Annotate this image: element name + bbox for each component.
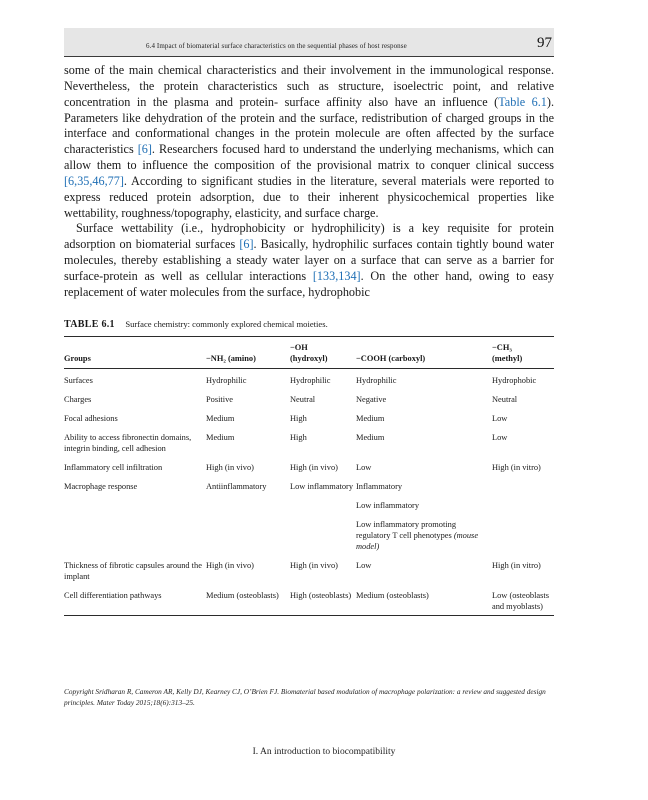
table-cell: Low [492,414,508,423]
table-cell: High (in vivo) [206,463,254,472]
table-cell: Medium (osteoblasts) [356,584,492,616]
table-cell: Low inflammatory [290,482,354,491]
table-cell: Thickness of fibrotic capsules around the implant [64,561,202,581]
table-cell: High [290,414,307,423]
table-cell: High (in vivo) [290,463,338,472]
paragraph-1 [64,63,554,221]
table-cell: Macrophage response [64,482,138,491]
text-segment: . On the other hand, owing to easy replacement of water molecules from the surface, hydrophobic [64,268,554,299]
table-cell [64,513,206,554]
table-cell: Charges [64,395,92,404]
table-cell: Medium (osteoblasts) [206,584,290,616]
text-segment: . Basically, hydrophilic surfaces contain tightly bound water molecules, thereby establishing a steady water layer on a surface that can serve as a barrier for surface-protein as well as cellular interactions [64,237,555,283]
column-header-line: −CH₃ [492,343,512,352]
table-cell: Medium [206,414,235,423]
table-cell [356,513,492,554]
table-cell: High (osteoblasts) [290,584,356,616]
table-cell: Inflammatory cell infiltration [64,463,163,472]
table-cell: Neutral [492,395,518,404]
table-cell: Medium [206,433,235,442]
table-row [64,426,554,456]
column-header: Groups [64,337,206,369]
table-cell: Low [356,561,372,570]
text-segment: . Researchers focused hard to understand the underlying mechanisms, which can allow them to influence the composition of the provisional matrix to conquer clinical success [64,142,554,173]
table-cell [290,513,356,554]
table-caption [64,319,328,330]
table-header-row [64,337,554,369]
table-cell: Low inflammatory [356,501,420,510]
table-cell: Neutral [290,395,316,404]
column-header-line: −OH [290,343,308,352]
text-segment: . According to significant studies in the literature, several materials were reported to express reduced protein adsorption, due to their inherent physicochemical properties like wettability, roughness/topography, elasticity, and surface charge. [64,173,554,220]
cell-text-italic: (mouse model) [356,531,479,551]
column-header [492,337,554,369]
table-row [64,388,554,407]
table-cell: High (in vivo) [290,561,338,570]
page-footer: I. An introduction to biocompatibility [252,747,396,757]
table-cell: High (in vitro) [492,561,541,570]
table-cell [492,494,554,513]
running-title: 6.4 Impact of biomaterial surface characteristics on the sequential phases of host response [146,42,407,50]
table-row [64,494,554,513]
column-header: −COOH (carboxyl) [356,337,492,369]
table-cell [492,513,554,554]
cell-text: Low inflammatory promoting regulatory T cell phenotypes [356,520,457,540]
table-cell: Medium [356,433,385,442]
table-cell: Low [492,433,508,442]
table-copyright-note: Copyright Sridharan R, Cameron AR, Kelly DJ, Kearney CJ, O’Brien FJ. Biomaterial based modulation of macrophage polarization: a review and suggested design principles. Mater Today 2015;18(6):313–25. [64,687,546,707]
running-header [64,28,554,57]
citation-link[interactable]: [133,134] [312,268,361,283]
table-row [64,554,554,584]
table-cell: Antiinflammatory [206,482,267,491]
table-cell: Cell differentiation pathways [64,584,206,616]
citation-link[interactable]: [6,35,46,77] [64,173,124,188]
table-label: TABLE 6.1 [64,319,115,330]
table-row [64,475,554,494]
body-text [64,63,554,301]
column-header-line: (methyl) [492,354,523,363]
table-cell: Medium [356,414,385,423]
paragraph-2 [64,221,554,300]
table-cell: Hydrophilic [206,376,247,385]
table-cell [64,494,206,513]
column-header-line: (hydroxyl) [290,354,328,363]
table-link[interactable]: Table 6.1 [498,94,547,109]
text-segment: some of the main chemical characteristics and their involvement in the immunological response. Nevertheless, the protein characteristics such as structure, isoelectric point, and relative concentration in the plasma and protein- surface affinity also have an influence ( [64,63,554,109]
page-number: 97 [537,35,552,51]
table-row [64,584,554,616]
table-cell [206,494,290,513]
table-cell: Surfaces [64,376,93,385]
table-cell: High (in vivo) [206,561,254,570]
table-caption-text: Surface chemistry: commonly explored chemical moieties. [125,319,328,329]
column-header: −NH₂ (amino) [206,337,290,369]
table-cell: Hydrophilic [356,376,397,385]
table-cell: Low (osteoblasts and myoblasts) [492,584,554,616]
table-cell: Ability to access fibronectin domains, integrin binding, cell adhesion [64,433,192,453]
table-cell: Positive [206,395,233,404]
citation-link[interactable]: [6] [137,142,152,157]
surface-chemistry-table [64,336,554,616]
table-cell: Focal adhesions [64,414,118,423]
table-cell: Low [356,463,372,472]
table-cell: High [290,433,307,442]
table-cell: Hydrophilic [290,376,331,385]
table-row [64,369,554,389]
text-segment: Surface wettability (i.e., hydrophobicity or hydrophilicity) is a key requisite for protein adsorption on biomaterial surfaces [64,221,554,252]
table-row [64,513,554,554]
table-cell [492,475,554,494]
table-cell: High (in vitro) [492,463,541,472]
table-cell: Negative [356,395,387,404]
table-cell [206,513,290,554]
column-header [290,337,356,369]
table-cell: Hydrophobic [492,376,537,385]
citation-link[interactable]: [6] [239,237,254,252]
table-row [64,456,554,475]
table-row [64,407,554,426]
text-segment: ). Parameters like dehydration of the protein and the surface, redistribution of charged groups in the interface and conformational changes in the protein molecule are often affected by the surface characteristics [64,94,554,157]
table-cell [290,494,356,513]
table-cell: Inflammatory [356,482,403,491]
